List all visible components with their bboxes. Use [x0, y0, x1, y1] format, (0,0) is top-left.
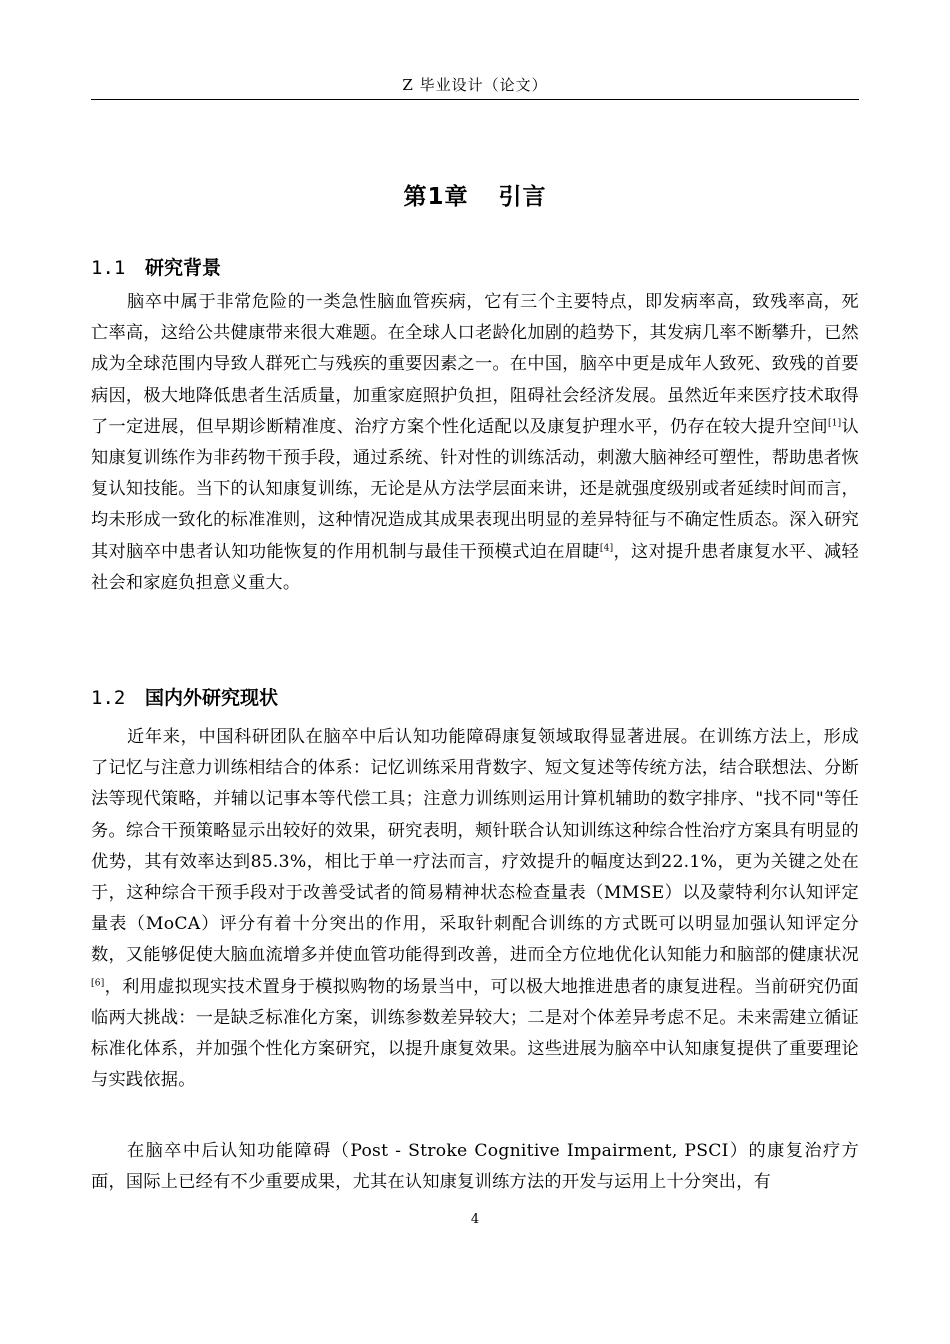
text-segment: 在脑卒中后认知功能障碍（Post - Stroke Cognitive Impairment, PSCI）的康复治疗方面，国际上已经有不少重要成果，尤其在认知康复训练方法的开发与运用上十分突出，有 — [91, 1141, 859, 1193]
chapter-title — [91, 178, 859, 211]
text-segment: ，利用虚拟现实技术置身于模拟购物的场景当中，可以极大地推进患者的康复进程。当前研究仍面临两大挑战：一是缺乏标准化方案，训练参数差异较大；二是对个体差异考虑不足。未来需建立循证标准化体系，并加强个性化方案研究，以提升康复效果。这些进展为脑卒中认知康复提供了重要理论与实践依据。 — [91, 976, 859, 1091]
text-segment: 近年来，中国科研团队在脑卒中后认知功能障碍康复领域取得显著进展。在训练方法上，形成了记忆与注意力训练相结合的体系：记忆训练采用背数字、短文复述等传统方法，结合联想法、分断法等现代策略，并辅以记事本等代偿工具；注意力训练则运用计算机辅助的数字排序、"找不同"等任务。综合干预策略显示出较好的效果，研究表明，颊针联合认知训练这种综合性治疗方案具有明显的优势，其有效率达到85.3%，相比于单一疗法而言，疗效提升的幅度达到22.1%，更为关键之处在于，这种综合干预手段对于改善受试者的简易精神状态检查量表（MMSE）以及蒙特利尔认知评定量表（MoCA）评分有着十分突出的作用，采取针刺配合训练的方式既可以明显加强认知评定分数，又能够促使大脑血流增多并使血管功能得到改善，进而全方位地优化认知能力和脑部的健康状况 — [91, 727, 859, 966]
citation[interactable]: [4] — [599, 542, 614, 553]
header-rule — [91, 99, 859, 100]
page-header: Z 毕业设计（论文） — [402, 76, 548, 94]
section-heading-1-2 — [91, 683, 278, 710]
chapter-number: 第1章 — [403, 184, 469, 210]
chapter-title-text: 引言 — [498, 184, 547, 210]
citation[interactable]: [1] — [827, 418, 842, 429]
section-number: 1.1 — [91, 257, 126, 279]
section-heading-1-1 — [91, 253, 221, 280]
section-title: 研究背景 — [145, 257, 222, 279]
section-number: 1.2 — [91, 687, 126, 709]
text-segment: 脑卒中属于非常危险的一类急性脑血管疾病，它有三个主要特点，即发病率高，致残率高，死亡率高，这给公共健康带来很大难题。在全球人口老龄化加剧的趋势下，其发病几率不断攀升，已然成为全球范围内导致人群死亡与残疾的重要因素之一。在中国，脑卒中更是成年人致死、致残的首要病因，极大地降低患者生活质量，加重家庭照护负担，阻碍社会经济发展。虽然近年来医疗技术取得了一定进展，但早期诊断精准度、治疗方案个性化适配以及康复护理水平，仍存在较大提升空间 — [91, 292, 859, 437]
paragraph-domestic-research — [91, 722, 859, 1096]
paragraph-background — [91, 287, 859, 599]
text-segment: 认知康复训练作为非药物干预手段，通过系统、针对性的训练活动，刺激大脑神经可塑性，帮助患者恢复认知技能。当下的认知康复训练，无论是从方法学层面来讲，还是就强度级别或者延续时间而言，均未形成一致化的标准准则，这种情况造成其成果表现出明显的差异特征与不确定性质态。深入研究其对脑卒中患者认知功能恢复的作用机制与最佳干预模式迫在眉睫 — [91, 416, 859, 562]
paragraph-international-research — [91, 1136, 859, 1198]
page-number: 4 — [470, 1212, 480, 1227]
section-title: 国内外研究现状 — [145, 687, 279, 709]
text-segment: ，这对提升患者康复水平、减轻社会和家庭负担意义重大。 — [91, 541, 859, 593]
citation[interactable]: [6] — [91, 977, 105, 988]
